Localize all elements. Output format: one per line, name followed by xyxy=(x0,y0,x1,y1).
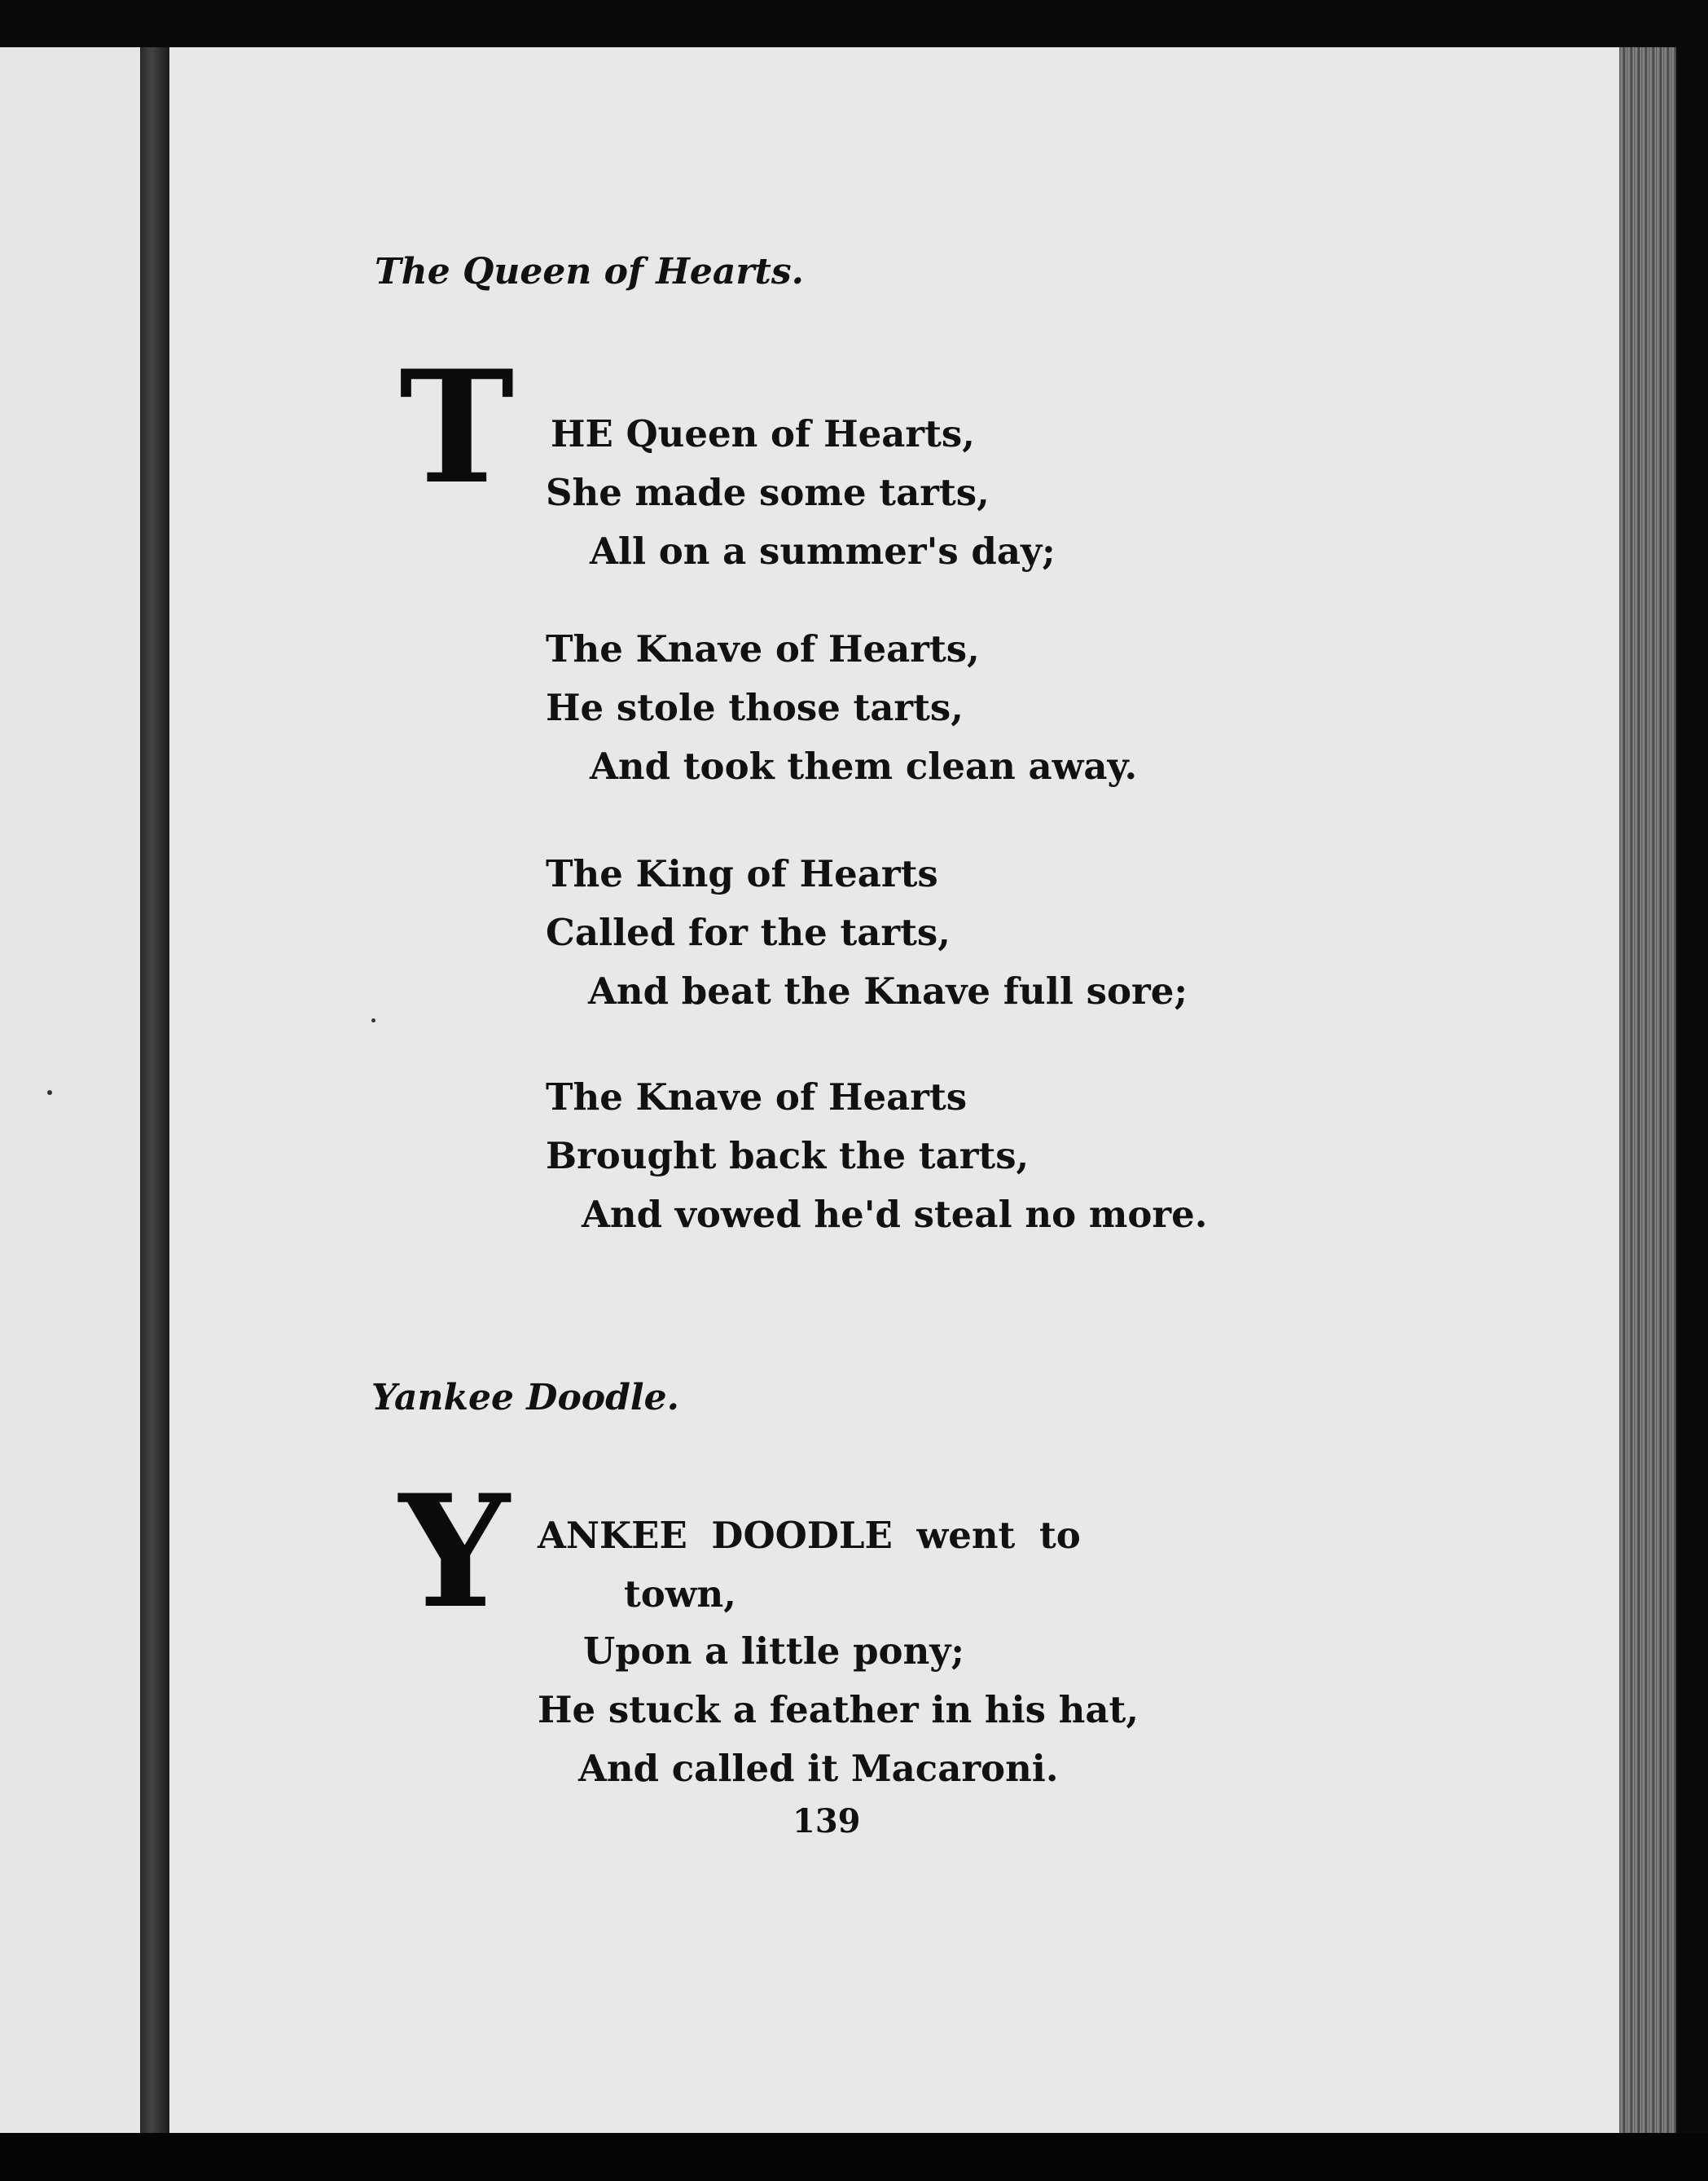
book-page xyxy=(169,47,1619,2133)
page-edges xyxy=(1619,47,1676,2133)
drop-cap-letter: T xyxy=(399,336,515,518)
poem-line: And vowed he'd steal no more. xyxy=(582,1193,1208,1236)
poem-line: He stole those tarts, xyxy=(546,686,964,729)
ink-speck xyxy=(371,1018,375,1022)
poem-line: ANKEE DOODLE went to xyxy=(538,1514,1081,1557)
page-number: 139 xyxy=(793,1802,861,1840)
poem-line: town, xyxy=(624,1572,736,1616)
facing-page-edge xyxy=(0,47,140,2133)
poem-title: Yankee Doodle. xyxy=(371,1377,679,1418)
scan-border xyxy=(0,2133,1708,2181)
poem-line: And called it Macaroni. xyxy=(578,1747,1059,1790)
poem-line: Upon a little pony; xyxy=(583,1629,965,1673)
book-gutter xyxy=(140,47,169,2133)
poem-line: Called for the tarts, xyxy=(546,911,951,954)
poem-line: He stuck a feather in his hat, xyxy=(538,1688,1139,1731)
poem-line: She made some tarts, xyxy=(546,471,990,514)
poem-line: And took them clean away. xyxy=(590,745,1138,788)
poem-line: HE Queen of Hearts, xyxy=(551,412,975,455)
poem-line: Brought back the tarts, xyxy=(546,1134,1030,1177)
poem-line: The Knave of Hearts xyxy=(546,1075,968,1119)
poem-line: The King of Hearts xyxy=(546,852,938,895)
poem-line: The Knave of Hearts, xyxy=(546,627,980,671)
drop-cap-letter: Y xyxy=(399,1461,510,1642)
poem-title: The Queen of Hearts. xyxy=(375,251,804,292)
poem-line: And beat the Knave full sore; xyxy=(588,970,1188,1013)
ink-speck xyxy=(47,1090,52,1095)
poem-line: All on a summer's day; xyxy=(590,530,1056,573)
